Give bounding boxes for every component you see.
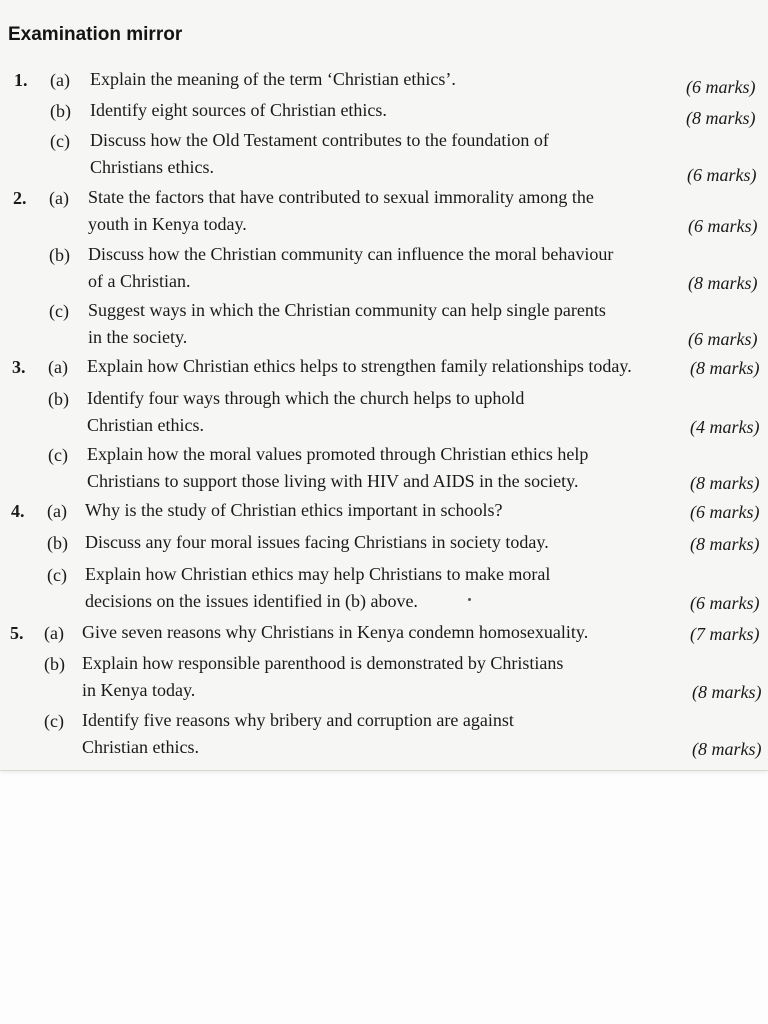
part-letter: (b) xyxy=(44,654,65,674)
part-letter: (b) xyxy=(49,245,70,265)
stray-dot xyxy=(468,598,471,601)
question-number: 3. xyxy=(12,357,26,377)
part-letter: (a) xyxy=(44,623,64,643)
part-text-line: Christian ethics. xyxy=(87,415,204,435)
part-letter: (c) xyxy=(48,445,68,465)
marks-label: (6 marks) xyxy=(690,502,760,522)
question-number: 5. xyxy=(10,623,24,643)
part-text-line: Identify eight sources of Christian ethics. xyxy=(90,100,387,120)
marks-label: (7 marks) xyxy=(690,624,760,644)
part-text-line: Christian ethics. xyxy=(82,737,199,757)
question-number: 4. xyxy=(11,501,25,521)
part-text-line: Discuss how the Christian community can influence the moral behaviour xyxy=(88,244,614,264)
part-text-line: decisions on the issues identified in (b) above. xyxy=(85,591,418,611)
part-letter: (a) xyxy=(47,501,67,521)
part-letter: (b) xyxy=(48,389,69,409)
marks-label: (6 marks) xyxy=(688,216,758,236)
marks-label: (8 marks) xyxy=(686,108,756,128)
marks-label: (6 marks) xyxy=(686,77,756,97)
page-title: Examination mirror xyxy=(8,24,183,45)
question-number: 2. xyxy=(13,188,27,208)
part-text-line: Discuss any four moral issues facing Christians in society today. xyxy=(85,532,549,552)
part-text-line: Christians ethics. xyxy=(90,157,214,177)
part-text-line: Identify four ways through which the church helps to uphold xyxy=(87,388,525,408)
part-text-line: State the factors that have contributed to sexual immorality among the xyxy=(88,187,594,207)
part-letter: (b) xyxy=(47,533,68,553)
part-text-line: Christians to support those living with HIV and AIDS in the society. xyxy=(87,471,579,491)
marks-label: (6 marks) xyxy=(687,165,757,185)
part-text-line: Why is the study of Christian ethics important in schools? xyxy=(85,500,503,520)
part-text-line: Discuss how the Old Testament contributes to the foundation of xyxy=(90,130,549,150)
question-number: 1. xyxy=(14,70,28,90)
part-text-line: Suggest ways in which the Christian community can help single parents xyxy=(88,300,606,320)
part-text-line: Give seven reasons why Christians in Kenya condemn homosexuality. xyxy=(82,622,589,642)
marks-label: (8 marks) xyxy=(692,682,762,702)
part-text-line: in Kenya today. xyxy=(82,680,196,700)
marks-label: (8 marks) xyxy=(692,739,762,759)
part-letter: (c) xyxy=(49,301,69,321)
marks-label: (8 marks) xyxy=(690,473,760,493)
marks-label: (8 marks) xyxy=(688,273,758,293)
part-letter: (a) xyxy=(48,357,68,377)
part-text-line: Explain how Christian ethics helps to strengthen family relationships today. xyxy=(87,356,632,376)
part-text-line: youth in Kenya today. xyxy=(88,214,247,234)
part-letter: (a) xyxy=(50,70,70,90)
marks-label: (6 marks) xyxy=(688,329,758,349)
part-letter: (c) xyxy=(50,131,70,151)
marks-label: (8 marks) xyxy=(690,358,760,378)
marks-label: (4 marks) xyxy=(690,417,760,437)
part-letter: (b) xyxy=(50,101,71,121)
part-text-line: Identify five reasons why bribery and corruption are against xyxy=(82,710,514,730)
part-letter: (c) xyxy=(44,711,64,731)
marks-label: (6 marks) xyxy=(690,593,760,613)
marks-label: (8 marks) xyxy=(690,534,760,554)
part-text-line: of a Christian. xyxy=(88,271,191,291)
part-letter: (c) xyxy=(47,565,67,585)
part-text-line: in the society. xyxy=(88,327,188,347)
part-text-line: Explain the meaning of the term ‘Christian ethics’. xyxy=(90,69,456,89)
part-text-line: Explain how responsible parenthood is demonstrated by Christians xyxy=(82,653,564,673)
part-text-line: Explain how Christian ethics may help Christians to make moral xyxy=(85,564,551,584)
part-letter: (a) xyxy=(49,188,69,208)
part-text-line: Explain how the moral values promoted through Christian ethics help xyxy=(87,444,589,464)
